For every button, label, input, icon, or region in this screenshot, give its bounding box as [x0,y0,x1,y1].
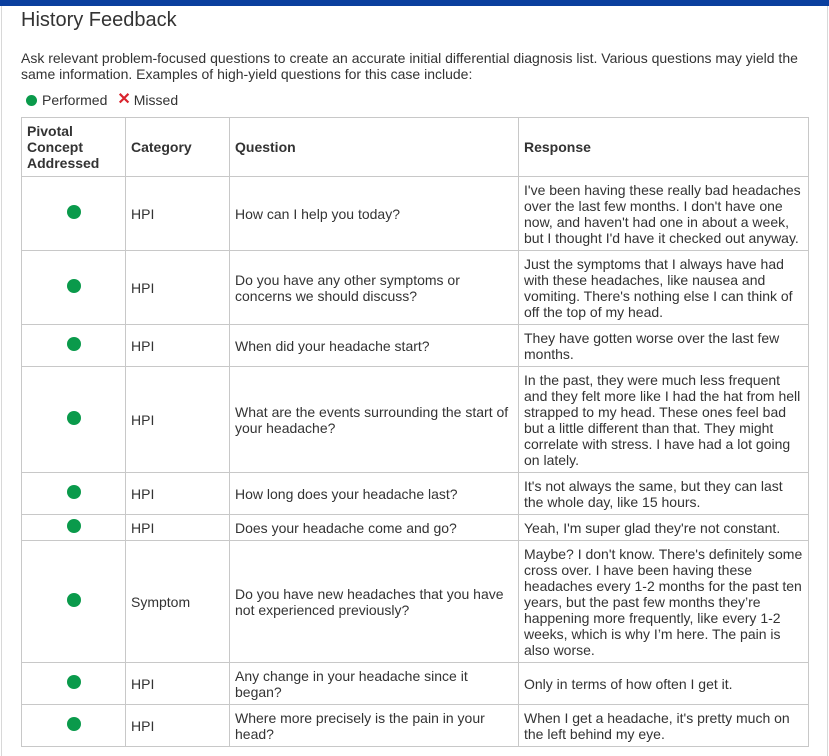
status-cell [22,663,126,705]
performed-status-icon [67,519,81,533]
category-cell: HPI [126,177,230,251]
status-cell [22,177,126,251]
column-header-pivotal: Pivotal Concept Addressed [22,118,126,177]
response-cell: They have gotten worse over the last few months. [519,325,809,367]
response-cell: I've been having these really bad headaches over the last few months. I don't have one now, and haven't had one in about a week, but I thought I'd have it checked out anyway. [519,177,809,251]
status-cell [22,473,126,515]
column-header-response: Response [519,118,809,177]
performed-status-icon [67,675,81,689]
response-cell: When I get a headache, it's pretty much on the left behind my eye. [519,705,809,747]
column-header-category: Category [126,118,230,177]
status-cell [22,367,126,473]
question-cell: When did your headache start? [230,325,519,367]
legend [26,92,178,108]
legend-missed-label: Missed [133,92,179,108]
status-cell [22,705,126,747]
history-feedback-panel [1,6,828,756]
question-cell: Does your headache come and go? [230,515,519,541]
question-cell: Do you have any other symptoms or concerns we should discuss? [230,251,519,325]
feedback-table [21,117,809,747]
status-cell [22,325,126,367]
response-cell: In the past, they were much less frequent and they felt more like I had the hat from hell strapped to my head. These ones feel bad but a little different than that. They might correlate with stress. I have had a lot going on lately. [519,367,809,473]
response-cell: It's not always the same, but they can last the whole day, like 15 hours. [519,473,809,515]
category-cell: HPI [126,251,230,325]
table-row [22,251,809,325]
table-row [22,473,809,515]
page-title: History Feedback [21,9,177,31]
performed-status-icon [67,593,81,607]
performed-status-icon [67,411,81,425]
response-cell: Just the symptoms that I always have had with these headaches, like nausea and vomiting. There's nothing else I can think of off the top of my head. [519,251,809,325]
category-cell: HPI [126,663,230,705]
response-cell: Maybe? I don't know. There's definitely some cross over. I have been having these headaches every 1-2 months for the past ten years, but the past few months they’re happening more frequently, like every 1-2 weeks, which is why I’m here. The pain is also worse. [519,541,809,663]
category-cell: Symptom [126,541,230,663]
status-cell [22,541,126,663]
question-cell: How long does your headache last? [230,473,519,515]
table-row [22,367,809,473]
category-cell: HPI [126,325,230,367]
category-cell: HPI [126,705,230,747]
performed-status-icon [67,337,81,351]
performed-status-icon [67,205,81,219]
question-cell: Any change in your headache since it began? [230,663,519,705]
table-row [22,705,809,747]
question-cell: Do you have new headaches that you have not experienced previously? [230,541,519,663]
intro-text: Ask relevant problem-focused questions to create an accurate initial differential diagnosis list. Various questions may yield the same information. Examples of high-yield questions for this case include: [21,50,798,82]
performed-status-icon [67,717,81,731]
legend-performed-label: Performed [42,92,108,108]
missed-x-icon: ✕ [117,91,131,108]
table-row [22,177,809,251]
column-header-question: Question [230,118,519,177]
table-row [22,541,809,663]
table-row [22,663,809,705]
performed-dot-icon [26,95,37,106]
question-cell: Where more precisely is the pain in your head? [230,705,519,747]
category-cell: HPI [126,515,230,541]
table-row [22,515,809,541]
response-cell: Yeah, I'm super glad they're not constant. [519,515,809,541]
status-cell [22,515,126,541]
question-cell: How can I help you today? [230,177,519,251]
question-cell: What are the events surrounding the start of your headache? [230,367,519,473]
status-cell [22,251,126,325]
table-header-row [22,118,809,177]
category-cell: HPI [126,473,230,515]
category-cell: HPI [126,367,230,473]
performed-status-icon [67,279,81,293]
response-cell: Only in terms of how often I get it. [519,663,809,705]
table-row [22,325,809,367]
performed-status-icon [67,485,81,499]
